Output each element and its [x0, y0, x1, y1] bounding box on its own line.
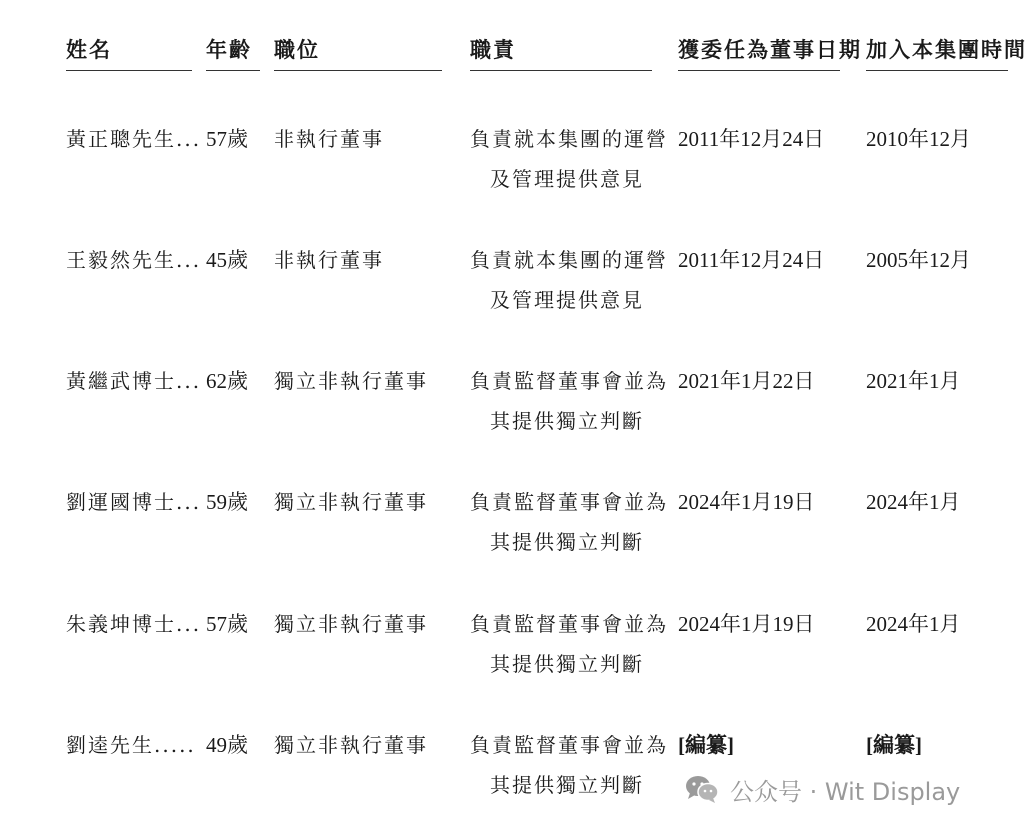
director-duties	[470, 725, 668, 805]
director-duties	[470, 119, 668, 199]
director-age: 62歲	[206, 369, 248, 393]
director-name: 黃正聰先生...	[66, 127, 202, 151]
join-date: 2024年1月	[866, 612, 961, 636]
wechat-icon	[684, 773, 720, 805]
director-name: 朱義坤博士...	[66, 612, 202, 636]
header-joined: 加入本集團時間	[866, 34, 1008, 71]
director-age: 45歲	[206, 248, 248, 272]
director-position: 非執行董事	[274, 248, 384, 272]
director-duties	[470, 361, 668, 441]
director-position: 獨立非執行董事	[274, 490, 428, 514]
join-date: 2005年12月	[866, 248, 971, 272]
duties-line-1: 負責監督董事會並為	[470, 369, 668, 393]
director-age: 57歲	[206, 127, 248, 151]
table-row	[0, 361, 1032, 451]
appointment-date: [編纂]	[678, 733, 734, 757]
director-age: 59歲	[206, 490, 248, 514]
director-position: 獨立非執行董事	[274, 369, 428, 393]
table-row	[0, 482, 1032, 572]
header-position: 職位	[274, 34, 442, 71]
duties-line-1: 負責就本集團的運營	[470, 127, 668, 151]
header-appointed: 獲委任為董事日期	[678, 34, 840, 71]
director-duties	[470, 482, 668, 562]
director-name: 劉逵先生.....	[66, 733, 196, 757]
duties-line-2: 及管理提供意見	[490, 288, 644, 312]
director-name: 王毅然先生...	[66, 248, 202, 272]
director-age: 57歲	[206, 612, 248, 636]
duties-line-2: 其提供獨立判斷	[490, 652, 644, 676]
director-duties	[470, 604, 668, 684]
director-duties	[470, 240, 668, 320]
duties-line-2: 其提供獨立判斷	[490, 409, 644, 433]
director-age: 49歲	[206, 733, 248, 757]
join-date: 2024年1月	[866, 490, 961, 514]
duties-line-2: 及管理提供意見	[490, 167, 644, 191]
director-name: 黃繼武博士...	[66, 369, 202, 393]
director-position: 非執行董事	[274, 127, 384, 151]
duties-line-1: 負責監督董事會並為	[470, 733, 668, 757]
table-row	[0, 604, 1032, 694]
director-name: 劉運國博士...	[66, 490, 202, 514]
table-header	[0, 34, 1032, 74]
duties-line-2: 其提供獨立判斷	[490, 530, 644, 554]
appointment-date: 2021年1月22日	[678, 369, 815, 393]
appointment-date: 2024年1月19日	[678, 490, 815, 514]
director-position: 獨立非執行董事	[274, 733, 428, 757]
appointment-date: 2011年12月24日	[678, 127, 825, 151]
director-position: 獨立非執行董事	[274, 612, 428, 636]
join-date: 2010年12月	[866, 127, 971, 151]
appointment-date: 2011年12月24日	[678, 248, 825, 272]
appointment-date: 2024年1月19日	[678, 612, 815, 636]
duties-line-2: 其提供獨立判斷	[490, 773, 644, 797]
header-name: 姓名	[66, 34, 192, 71]
join-date: [編纂]	[866, 733, 922, 757]
table-row	[0, 240, 1032, 330]
duties-line-1: 負責就本集團的運營	[470, 248, 668, 272]
watermark	[684, 770, 960, 808]
watermark-text: 公众号 · Wit Display	[730, 777, 961, 806]
header-age: 年齡	[206, 34, 260, 71]
header-duties: 職責	[470, 34, 652, 71]
duties-line-1: 負責監督董事會並為	[470, 612, 668, 636]
table-row	[0, 119, 1032, 209]
duties-line-1: 負責監督董事會並為	[470, 490, 668, 514]
join-date: 2021年1月	[866, 369, 961, 393]
